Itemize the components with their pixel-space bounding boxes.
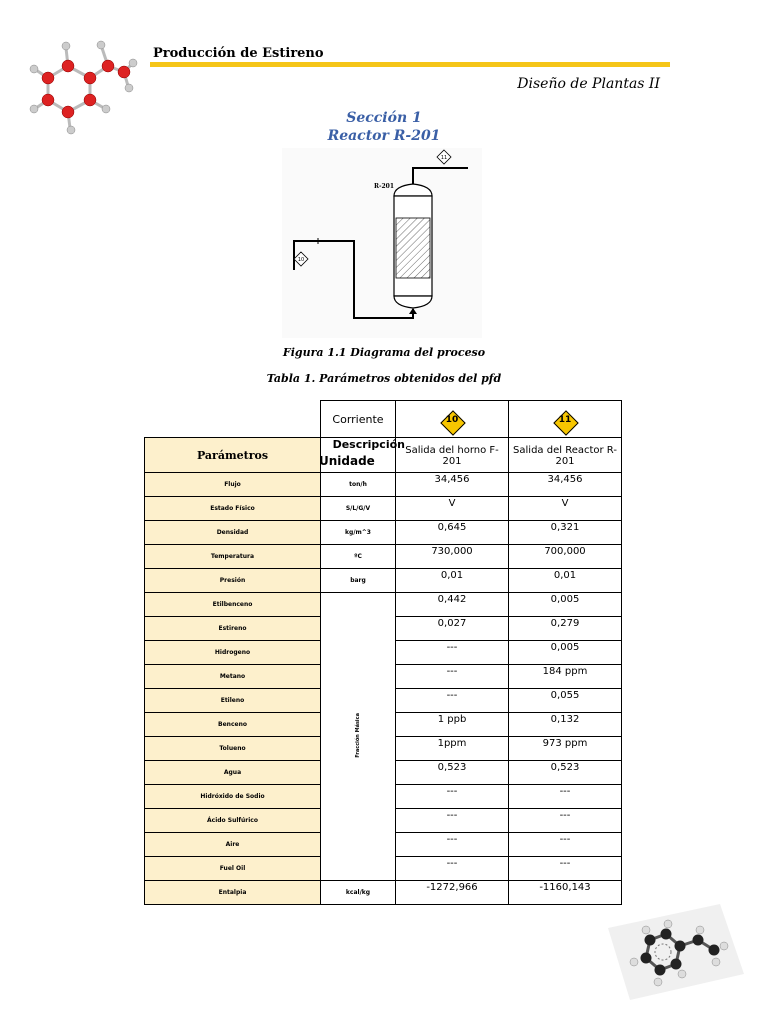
param-name: Presión [145,569,321,593]
table-row [145,401,622,438]
table-row [145,438,622,473]
table-row [145,545,622,569]
component-name: Agua [145,761,321,785]
param-unit: ºC [321,545,396,569]
component-name: Etilbenceno [145,593,321,617]
reactor-label: R-201 [374,183,395,190]
value-stream-10: 1 ppb [396,713,509,737]
value-stream-11: 700,000 [509,545,622,569]
course-subject: Diseño de Plantas II [517,76,660,92]
value-stream-10: 730,000 [396,545,509,569]
component-name: Hidrogeno [145,641,321,665]
table-row [145,569,622,593]
value-stream-10: 0,523 [396,761,509,785]
value-stream-10: --- [396,641,509,665]
value-stream-10: --- [396,785,509,809]
param-name: Estado Físico [145,497,321,521]
document-title: Producción de Estireno [153,46,324,61]
value-stream-11: 0,132 [509,713,622,737]
table-row [145,473,622,497]
mass-fraction-group [321,593,396,881]
param-name: Temperatura [145,545,321,569]
value-stream-10: 34,456 [396,473,509,497]
param-unit: ton/h [321,473,396,497]
value-stream-10: -1272,966 [396,881,509,905]
param-name: Entalpia [145,881,321,905]
corriente-header: Corriente [321,401,396,438]
value-stream-11: 0,055 [509,689,622,713]
component-name: Aire [145,833,321,857]
mass-fraction-label: Fracción Másica [355,713,361,758]
value-stream-11: --- [509,857,622,881]
value-stream-10: 0,442 [396,593,509,617]
param-name: Flujo [145,473,321,497]
component-name: Ácido Sulfúrico [145,809,321,833]
component-name: Estireno [145,617,321,641]
table-caption: Tabla 1. Parámetros obtenidos del pfd [266,372,502,385]
table-row [145,593,622,617]
section-title: Sección 1 [346,110,422,126]
value-stream-11: --- [509,833,622,857]
process-diagram [282,148,482,338]
stream-description: Salida del Reactor R-201 [509,438,622,473]
figure-caption: Figura 1.1 Diagrama del proceso [282,346,486,359]
parameters-table [144,400,622,905]
component-name: Tolueno [145,737,321,761]
value-stream-10: --- [396,833,509,857]
param-unit: S/L/G/V [321,497,396,521]
value-stream-11: 0,321 [509,521,622,545]
value-stream-10: --- [396,665,509,689]
value-stream-11: 34,456 [509,473,622,497]
value-stream-11: 184 ppm [509,665,622,689]
value-stream-11: 0,523 [509,761,622,785]
value-stream-10: --- [396,809,509,833]
component-name: Hidróxido de Sodio [145,785,321,809]
param-unit: kcal/kg [321,881,396,905]
component-name: Benceno [145,713,321,737]
stream-diamond-icon: 11 [554,411,576,433]
stream-diamond-icon: 10 [441,411,463,433]
value-stream-11: V [509,497,622,521]
param-name: Densidad [145,521,321,545]
unidad-label: Unidade [319,454,375,468]
svg-text:11: 11 [440,155,448,161]
value-stream-10: 0,01 [396,569,509,593]
styrene-molecule-icon [608,904,744,1000]
value-stream-11: --- [509,785,622,809]
value-stream-10: V [396,497,509,521]
value-stream-11: 0,005 [509,641,622,665]
value-stream-11: 0,01 [509,569,622,593]
param-unit: barg [321,569,396,593]
section-subtitle: Reactor R-201 [327,128,441,144]
stream-number-cell [509,401,622,438]
value-stream-11: -1160,143 [509,881,622,905]
table-row [145,521,622,545]
value-stream-11: 0,005 [509,593,622,617]
descripcion-unidad-header [319,438,405,473]
table-row [145,881,622,905]
table-row [145,497,622,521]
value-stream-10: 1ppm [396,737,509,761]
value-stream-10: 0,645 [396,521,509,545]
stream-description: Salida del horno F-201 [396,438,509,473]
value-stream-10: --- [396,857,509,881]
value-stream-10: 0,027 [396,617,509,641]
component-name: Etileno [145,689,321,713]
value-stream-11: 973 ppm [509,737,622,761]
svg-text:10: 10 [297,257,305,263]
value-stream-11: --- [509,809,622,833]
param-header: Parámetros [145,438,321,473]
title-rule [150,62,670,67]
component-name: Metano [145,665,321,689]
param-unit: kg/m^3 [321,521,396,545]
component-name: Fuel Oil [145,857,321,881]
value-stream-11: 0,279 [509,617,622,641]
stream-number-cell [396,401,509,438]
catalyst-bed [396,218,430,278]
descripcion-label: Descripción [332,438,405,451]
value-stream-10: --- [396,689,509,713]
